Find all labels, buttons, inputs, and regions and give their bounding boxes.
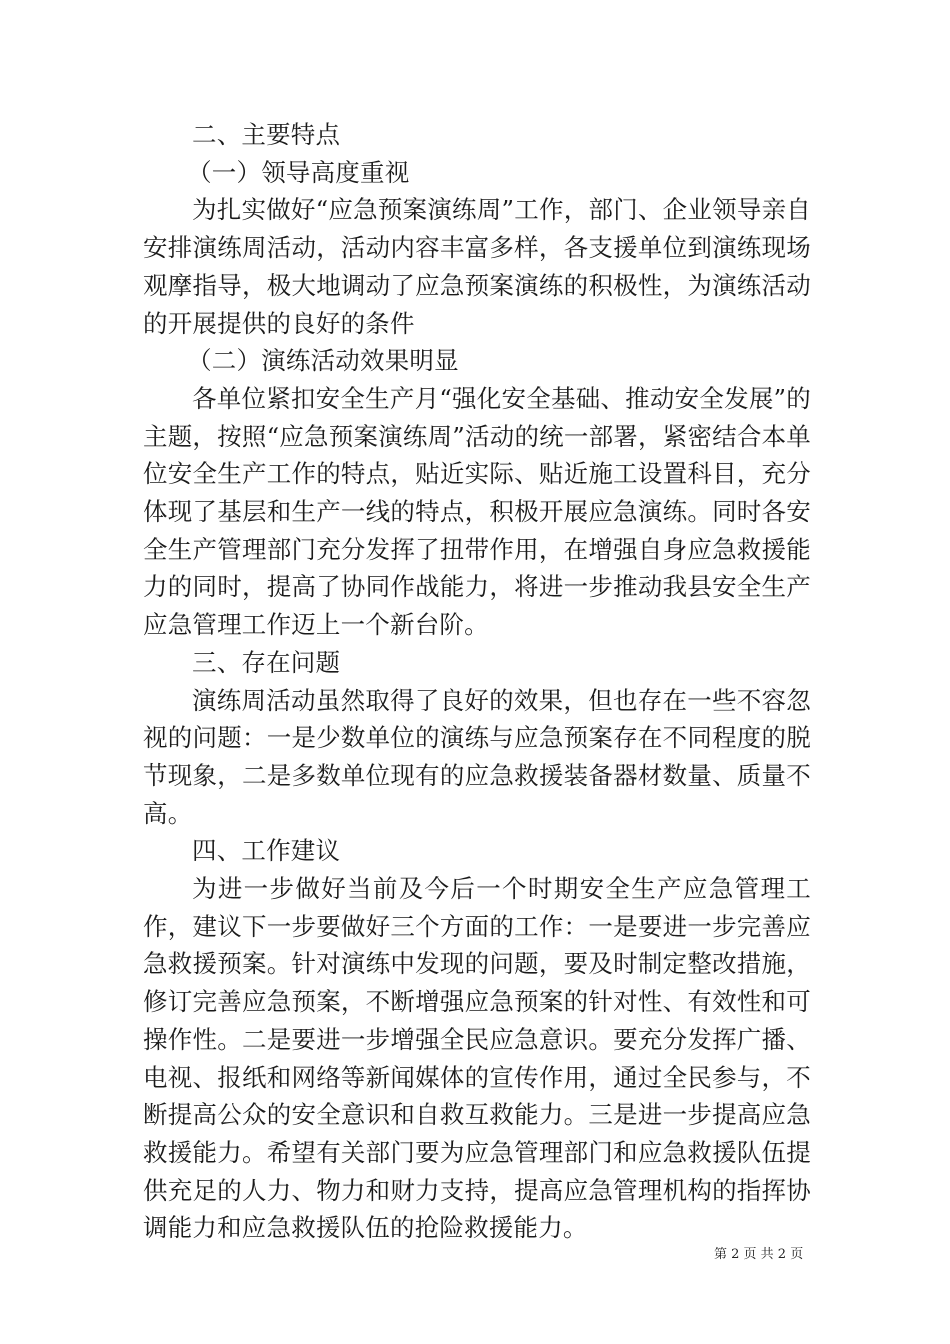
page-number-footer: 第 2 页 共 2 页	[714, 1247, 804, 1262]
subheading-drill-effect: （二）演练活动效果明显	[187, 346, 459, 376]
section-heading-main-features: 二、主要特点	[192, 120, 341, 149]
paragraph-drill-effect: 各单位紧扣安全生产月“强化安全基础、推动安全发展”的主题，按照“应急预案演练周”活动的统一部署，紧密结合本单位安全生产工作的特点，贴近实际、贴近施工设置科目，充分体现了基层和生产一线的特点，积极开展应急演练。同时各安全生产管理部门充分发挥了扭带作用，在增强自身应急救援能力的同时，提高了协同作战能力，将进一步推动我县安全生产应急管理工作迈上一个新台阶。	[143, 383, 811, 640]
section-heading-problems: 三、存在问题	[192, 647, 341, 677]
section-heading-suggestions: 四、工作建议	[192, 836, 341, 866]
paragraph-leadership: 为扎实做好“应急预案演练周”工作，部门、企业领导亲自安排演练周活动，活动内容丰富多样，各支援单位到演练现场观摩指导，极大地调动了应急预案演练的积极性，为演练活动的开展提供的良好的条件	[143, 195, 811, 338]
paragraph-suggestions: 为进一步做好当前及今后一个时期安全生产应急管理工作，建议下一步要做好三个方面的工作：一是要进一步完善应急救援预案。针对演练中发现的问题，要及时制定整改措施，修订完善应急预案，不断增强应急预案的针对性、有效性和可操作性。二是要进一步增强全民应急意识。要充分发挥广播、电视、报纸和网络等新闻媒体的宣传作用，通过全民参与，不断提高公众的安全意识和自救互救能力。三是进一步提高应急救援能力。希望有关部门要为应急管理部门和应急救援队伍提供充足的人力、物力和财力支持，提高应急管理机构的指挥协调能力和应急救援队伍的抢险救援能力。	[143, 874, 811, 1243]
paragraph-problems: 演练周活动虽然取得了良好的效果，但也存在一些不容忽视的问题：一是少数单位的演练与应急预案存在不同程度的脱节现象，二是多数单位现有的应急救援装备器材数量、质量不高。	[143, 685, 811, 828]
document-body	[143, 116, 811, 1247]
subheading-leadership: （一）领导高度重视	[187, 157, 410, 187]
